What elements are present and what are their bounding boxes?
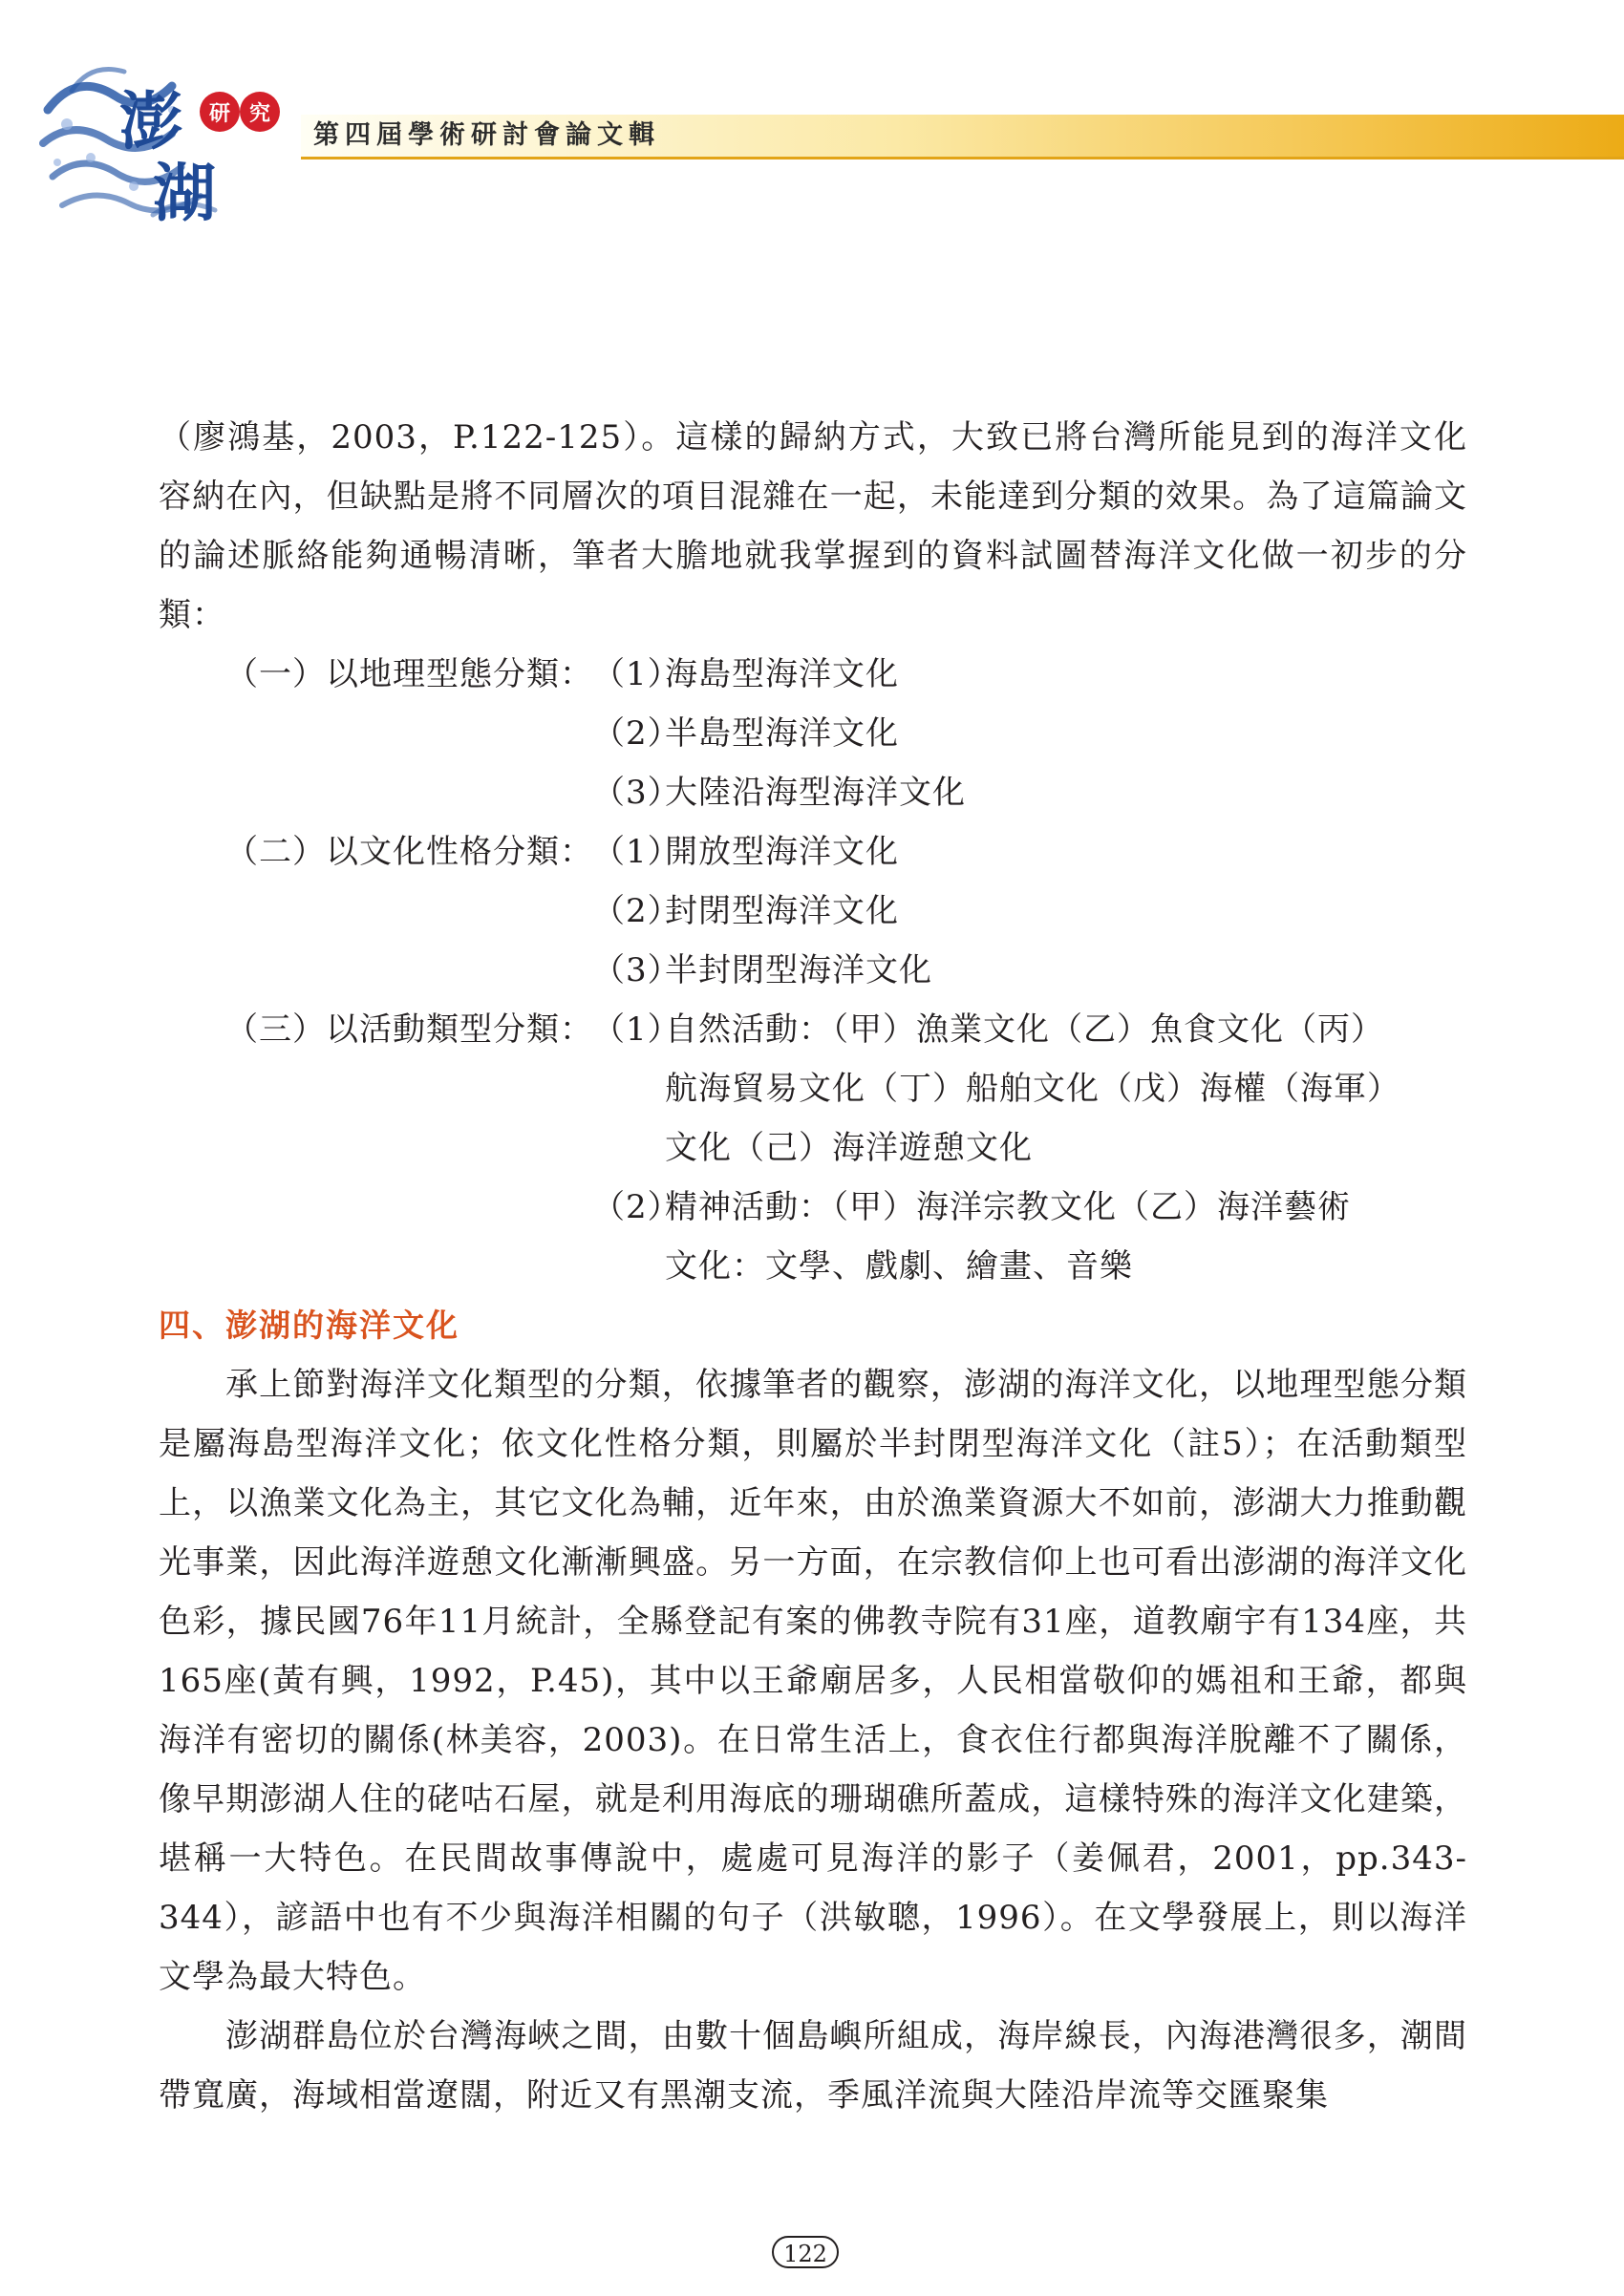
classification-label: （二）以文化性格分類： [225, 833, 593, 871]
item-number: （1） [592, 833, 681, 871]
item-number: （1） [592, 1010, 681, 1049]
item-text: 開放型海洋文化 [665, 833, 899, 871]
body-paragraph-2: 澎湖群島位於台灣海峽之間，由數十個島嶼所組成，海岸線長，內海港灣很多，潮間帶寬廣，海域相當遼闊，附近又有黑潮支流，季風洋流與大陸沿岸流等交匯聚集 [159, 2017, 1467, 2115]
item-number: （3） [592, 774, 681, 812]
journal-logo [38, 53, 296, 234]
classification-label: （三）以活動類型分類： [225, 1010, 593, 1049]
item-text: 半封閉型海洋文化 [665, 951, 932, 989]
logo-graphic [38, 53, 296, 234]
classification-row [225, 1000, 1467, 1059]
item-number: （2） [592, 1188, 681, 1226]
item-text: 自然活動：（甲）漁業文化（乙）魚食文化（丙） [665, 1010, 1384, 1049]
classification-row [225, 763, 1467, 822]
item-text-continued: 航海貿易文化（丁）船舶文化（戊）海權（海軍） [665, 1070, 1400, 1108]
classification-group-geography [225, 645, 1467, 822]
item-text: 大陸沿海型海洋文化 [665, 774, 966, 812]
classification-row [225, 882, 1467, 941]
item-text-continued: 文化（己）海洋遊憩文化 [665, 1129, 1033, 1167]
item-text: 封閉型海洋文化 [665, 892, 899, 930]
classification-row [225, 941, 1467, 1000]
intro-paragraph: （廖鴻基，2003，P.122-125）。這樣的歸納方式，大致已將台灣所能見到的海洋文化容納在內，但缺點是將不同層次的項目混雜在一起，未能達到分類的效果。為了這篇論文的論述脈絡能夠通暢清晰，筆者大膽地就我掌握到的資料試圖替海洋文化做一初步的分類： [159, 418, 1467, 634]
logo-seal-text-2: 究 [248, 102, 271, 126]
classification-row [225, 645, 1467, 704]
section-heading: 四、澎湖的海洋文化 [159, 1307, 459, 1344]
classification-label: （一）以地理型態分類： [225, 655, 593, 693]
item-text-continued: 文化：文學、戲劇、繪畫、音樂 [665, 1247, 1133, 1286]
item-text: 半島型海洋文化 [665, 714, 899, 753]
classification-row [225, 822, 1467, 882]
classification-row [225, 704, 1467, 763]
item-number: （3） [592, 951, 681, 989]
series-title: 第四屆學術研討會論文輯 [313, 120, 660, 150]
item-number: （2） [592, 714, 681, 753]
logo-seal-text-1: 研 [208, 102, 231, 126]
article-body [159, 408, 1467, 2125]
page-number: 122 [772, 2236, 839, 2268]
classification-group-activity [225, 1000, 1467, 1296]
classification-row [225, 1178, 1467, 1237]
classification-group-character [225, 822, 1467, 1000]
item-text: 海島型海洋文化 [665, 655, 899, 693]
logo-glyph-hu: 湖 [153, 156, 216, 230]
item-text: 精神活動：（甲）海洋宗教文化（乙）海洋藝術 [665, 1188, 1351, 1226]
logo-glyph-peng: 澎 [119, 84, 182, 159]
body-paragraph-1: 承上節對海洋文化類型的分類，依據筆者的觀察，澎湖的海洋文化，以地理型態分類是屬海島型海洋文化；依文化性格分類，則屬於半封閉型海洋文化（註5）；在活動類型上，以漁業文化為主，其它文化為輔，近年來，由於漁業資源大不如前，澎湖大力推動觀光事業，因此海洋遊憩文化漸漸興盛。另一方面，在宗教信仰上也可看出澎湖的海洋文化色彩，據民國76年11月統計，全縣登記有案的佛教寺院有31座，道教廟宇有134座，共165座(黃有興，1992，P.45)，其中以王爺廟居多，人民相當敬仰的媽祖和王爺，都與海洋有密切的關係(林美容，2003)。在日常生活上，食衣住行都與海洋脫離不了關係，像早期澎湖人住的硓咕石屋，就是利用海底的珊瑚礁所蓋成，這樣特殊的海洋文化建築，堪稱一大特色。在民間故事傳說中，處處可見海洋的影子（姜佩君，2001，pp.343-344），諺語中也有不少與海洋相關的句子（洪敏聰，1996）。在文學發展上，則以海洋文學為最大特色。 [159, 1366, 1467, 1996]
item-number: （2） [592, 892, 681, 930]
item-number: （1） [592, 655, 681, 693]
header-rule [301, 157, 1624, 159]
